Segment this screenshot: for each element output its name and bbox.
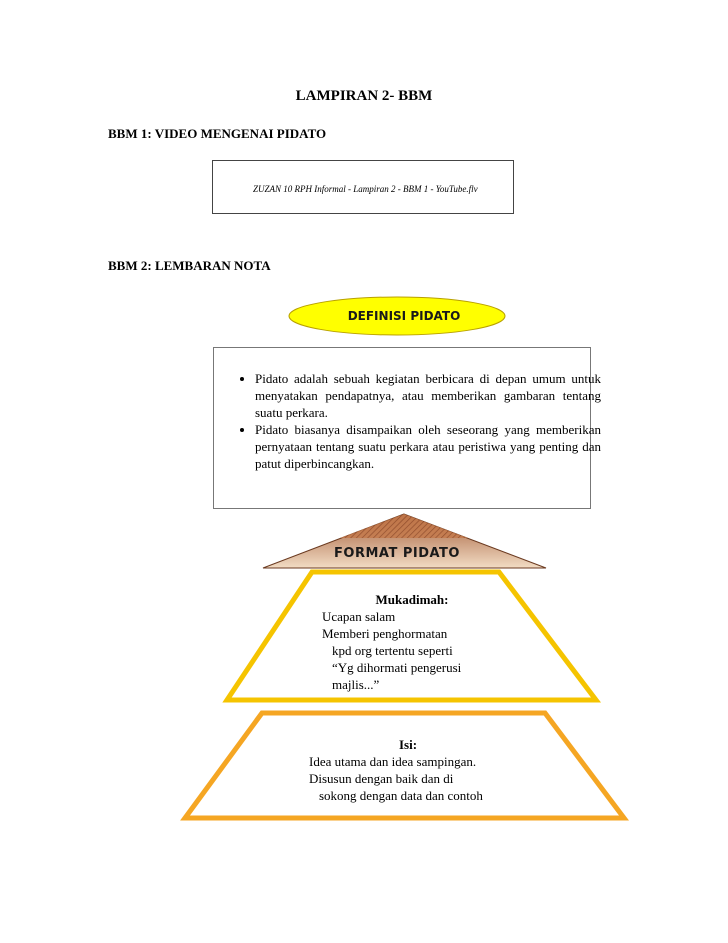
notes-box <box>213 347 601 509</box>
mukadimah-line-1: Ucapan salam <box>322 609 396 624</box>
mukadimah-section <box>322 591 552 693</box>
note-item-2: • Pidato biasanya disampaikan oleh seseorang yang memberikan pernyataan tentang suatu perkara atau peristiwa yang penting dan patut diperbincangkan. <box>255 421 601 472</box>
video-file-link[interactable]: ZUZAN 10 RPH Informal - Lampiran 2 - BBM 1 - YouTube.flv <box>253 184 478 194</box>
mukadimah-line-4: “Yg dihormati pengerusi <box>332 660 462 675</box>
format-pidato-label: FORMAT PIDATO <box>334 546 460 561</box>
isi-line-1: Idea utama dan idea sampingan. <box>309 754 477 769</box>
definisi-pidato-label: DEFINISI PIDATO <box>347 309 461 323</box>
bbm1-heading: BBM 1: VIDEO MENGENAI PIDATO <box>108 126 327 141</box>
isi-line-3: sokong dengan data dan contoh <box>319 788 483 803</box>
note-item-1: • Pidato adalah sebuah kegiatan berbicara di depan umum untuk menyatakan pendapatnya, atau memberikan gambaran tentang suatu perkara. <box>255 370 601 421</box>
isi-title: Isi: <box>398 737 418 752</box>
page-title: LAMPIRAN 2- BBM <box>295 88 433 104</box>
isi-line-2: Disusun dengan baik dan di <box>309 771 454 786</box>
mukadimah-line-3: kpd org tertentu seperti <box>332 643 453 658</box>
notes-list <box>230 370 601 472</box>
mukadimah-line-5: majlis...” <box>332 677 380 692</box>
mukadimah-title: Mukadimah: <box>375 592 449 607</box>
isi-section <box>309 736 559 804</box>
bbm2-heading: BBM 2: LEMBARAN NOTA <box>108 258 271 273</box>
mukadimah-line-2: Memberi penghormatan <box>322 626 448 641</box>
